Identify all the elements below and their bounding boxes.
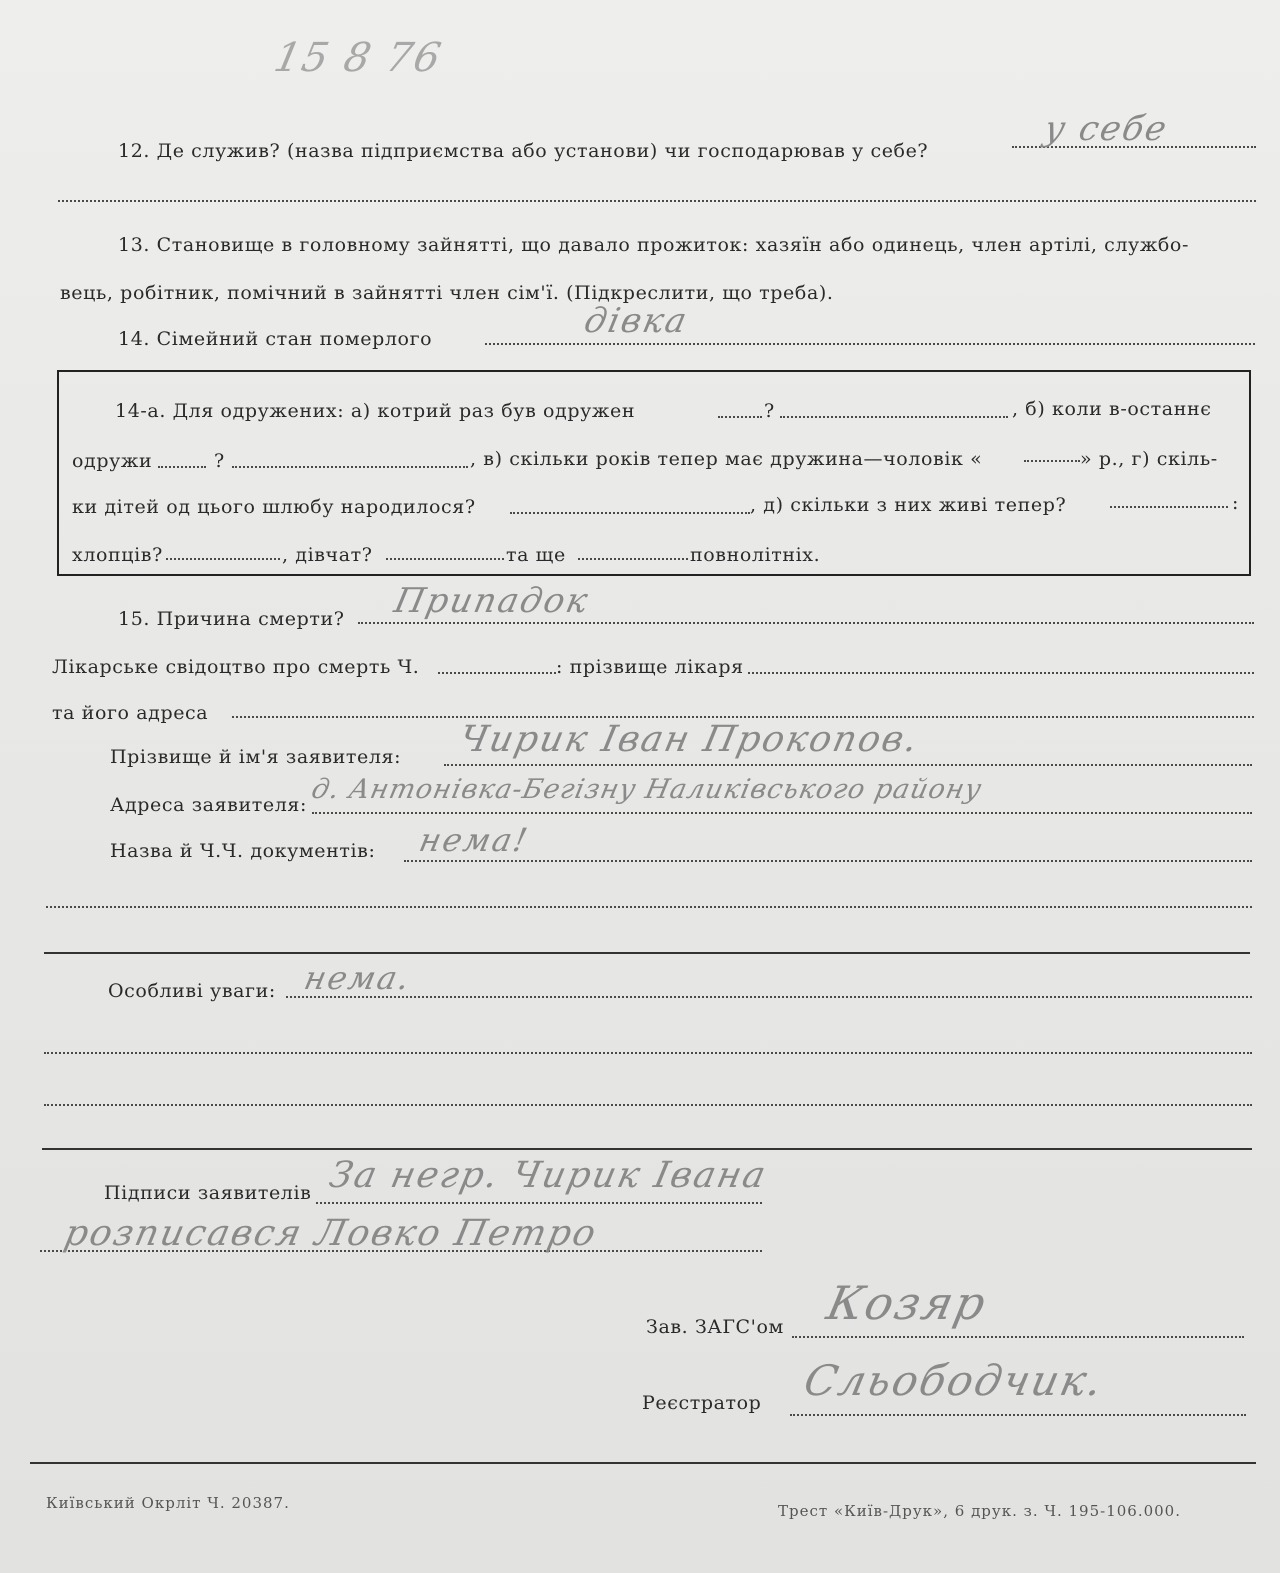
q14a-line4-c: та ще [506,544,566,566]
q12-label: 12. Де служив? (назва підприємства або установи) чи господарював у себе? [118,140,929,162]
applicant-address-label: Адреса заявителя: [110,794,307,816]
doctor-name-line [748,672,1254,674]
documents-line [404,860,1252,862]
q14a-line1-q: ? [764,400,775,422]
signatures-label: Підписи заявителів [104,1182,312,1204]
q14a-times-married-line [718,416,762,418]
q14a-children-born-line [510,512,750,514]
q14a-line2-a: одружи [72,450,153,472]
remarks-value: нема. [300,959,415,997]
q15-label: 15. Причина смерти? [118,608,345,630]
q15-answer: Припадок [390,581,594,621]
q14a-line2-q: ? [214,450,225,472]
applicant-name-line [444,764,1252,766]
registrar-signature: Сльободчик. [799,1356,1109,1405]
q14-answer-line [485,343,1255,345]
q14a-line2-c: » р., г) скіль- [1080,448,1218,470]
q12-answer: у себе [1040,109,1172,149]
medical-cert-number-line [438,672,556,674]
applicant-address-value: д. Антонівка-Бегізну Наликівського району [308,774,985,805]
applicant-address-line [312,812,1252,814]
zags-signature: Козяр [822,1276,993,1330]
q14a-line3-b: , д) скільки з них живі тепер? [750,494,1067,516]
q14a-line2-b: , в) скільки років тепер має дружина—чоловік « [470,448,983,470]
q14-answer: дівка [580,301,693,341]
remarks-line [286,996,1252,998]
q14a-line1-b: , б) коли в-останнє [1012,398,1212,420]
registrar-label: Реєстратор [642,1392,762,1414]
q14a-line2-fill [232,466,468,468]
q14a-line3-c: : [1232,492,1240,514]
q13-line1: 13. Становище в головному зайнятті, що давало прожиток: хазяїн або одинець, член артілі, службо- [118,234,1189,256]
q14a-spouse-age-line [1024,460,1080,462]
q14a-adults-line [578,558,688,560]
zags-label: Зав. ЗАГС'ом [646,1316,784,1338]
q14a-married-when-line [158,466,206,468]
remarks-line-2 [44,1052,1252,1054]
q14a-line4-a: хлопців? [72,544,163,566]
q14a-line3-a: ки дітей од цього шлюбу народилося? [72,496,476,518]
documents-extra-line [46,906,1252,908]
documents-value: нема! [415,821,533,859]
q13-line2: вець, робітник, помічний в зайнятті член сім'ї. (Підкреслити, що треба). [60,282,834,304]
applicant-name-value: Чирик Іван Прокопов. [455,719,923,760]
remarks-label: Особливі уваги: [108,980,276,1002]
doctor-address-label: та його адреса [52,702,209,724]
footer-right: Трест «Київ-Друк», 6 друк. з. Ч. 195-106.000. [778,1502,1181,1520]
signature-1: За негр. Чирик Івана [325,1155,771,1196]
section-divider-1 [44,952,1250,954]
q14a-line4-d: повнолітніх. [690,544,821,566]
q14a-line4-b: , дівчат? [282,544,373,566]
q14a-girls-line [386,558,504,560]
q14a-children-alive-line [1110,506,1228,508]
applicant-name-label: Прізвище й ім'я заявителя: [110,746,402,768]
remarks-line-3 [44,1104,1252,1106]
zags-signature-line [792,1336,1244,1338]
signatures-line-1 [316,1202,762,1204]
q15-answer-line [358,622,1254,624]
q14a-line1-fill [780,416,1008,418]
doctor-name-label: : прізвище лікаря [556,656,744,678]
medical-cert-label: Лікарське свідоцтво про смерть Ч. [52,656,420,678]
footer-divider [30,1462,1256,1464]
doctor-address-line [232,716,1254,718]
documents-label: Назва й Ч.Ч. документів: [110,840,376,862]
signature-2: розписався Ловко Петро [60,1213,602,1254]
registrar-signature-line [790,1414,1246,1416]
q14-label: 14. Сімейний стан померлого [118,328,433,350]
top-annotation: 15 8 76 [270,35,447,81]
section-divider-2 [42,1148,1252,1150]
q14a-boys-line [166,558,280,560]
footer-left: Київський Окрліт Ч. 20387. [46,1494,290,1512]
q14a-line1-a: 14-а. Для одружених: а) котрий раз був одружен [115,400,636,422]
q12-continuation-line [58,200,1256,202]
